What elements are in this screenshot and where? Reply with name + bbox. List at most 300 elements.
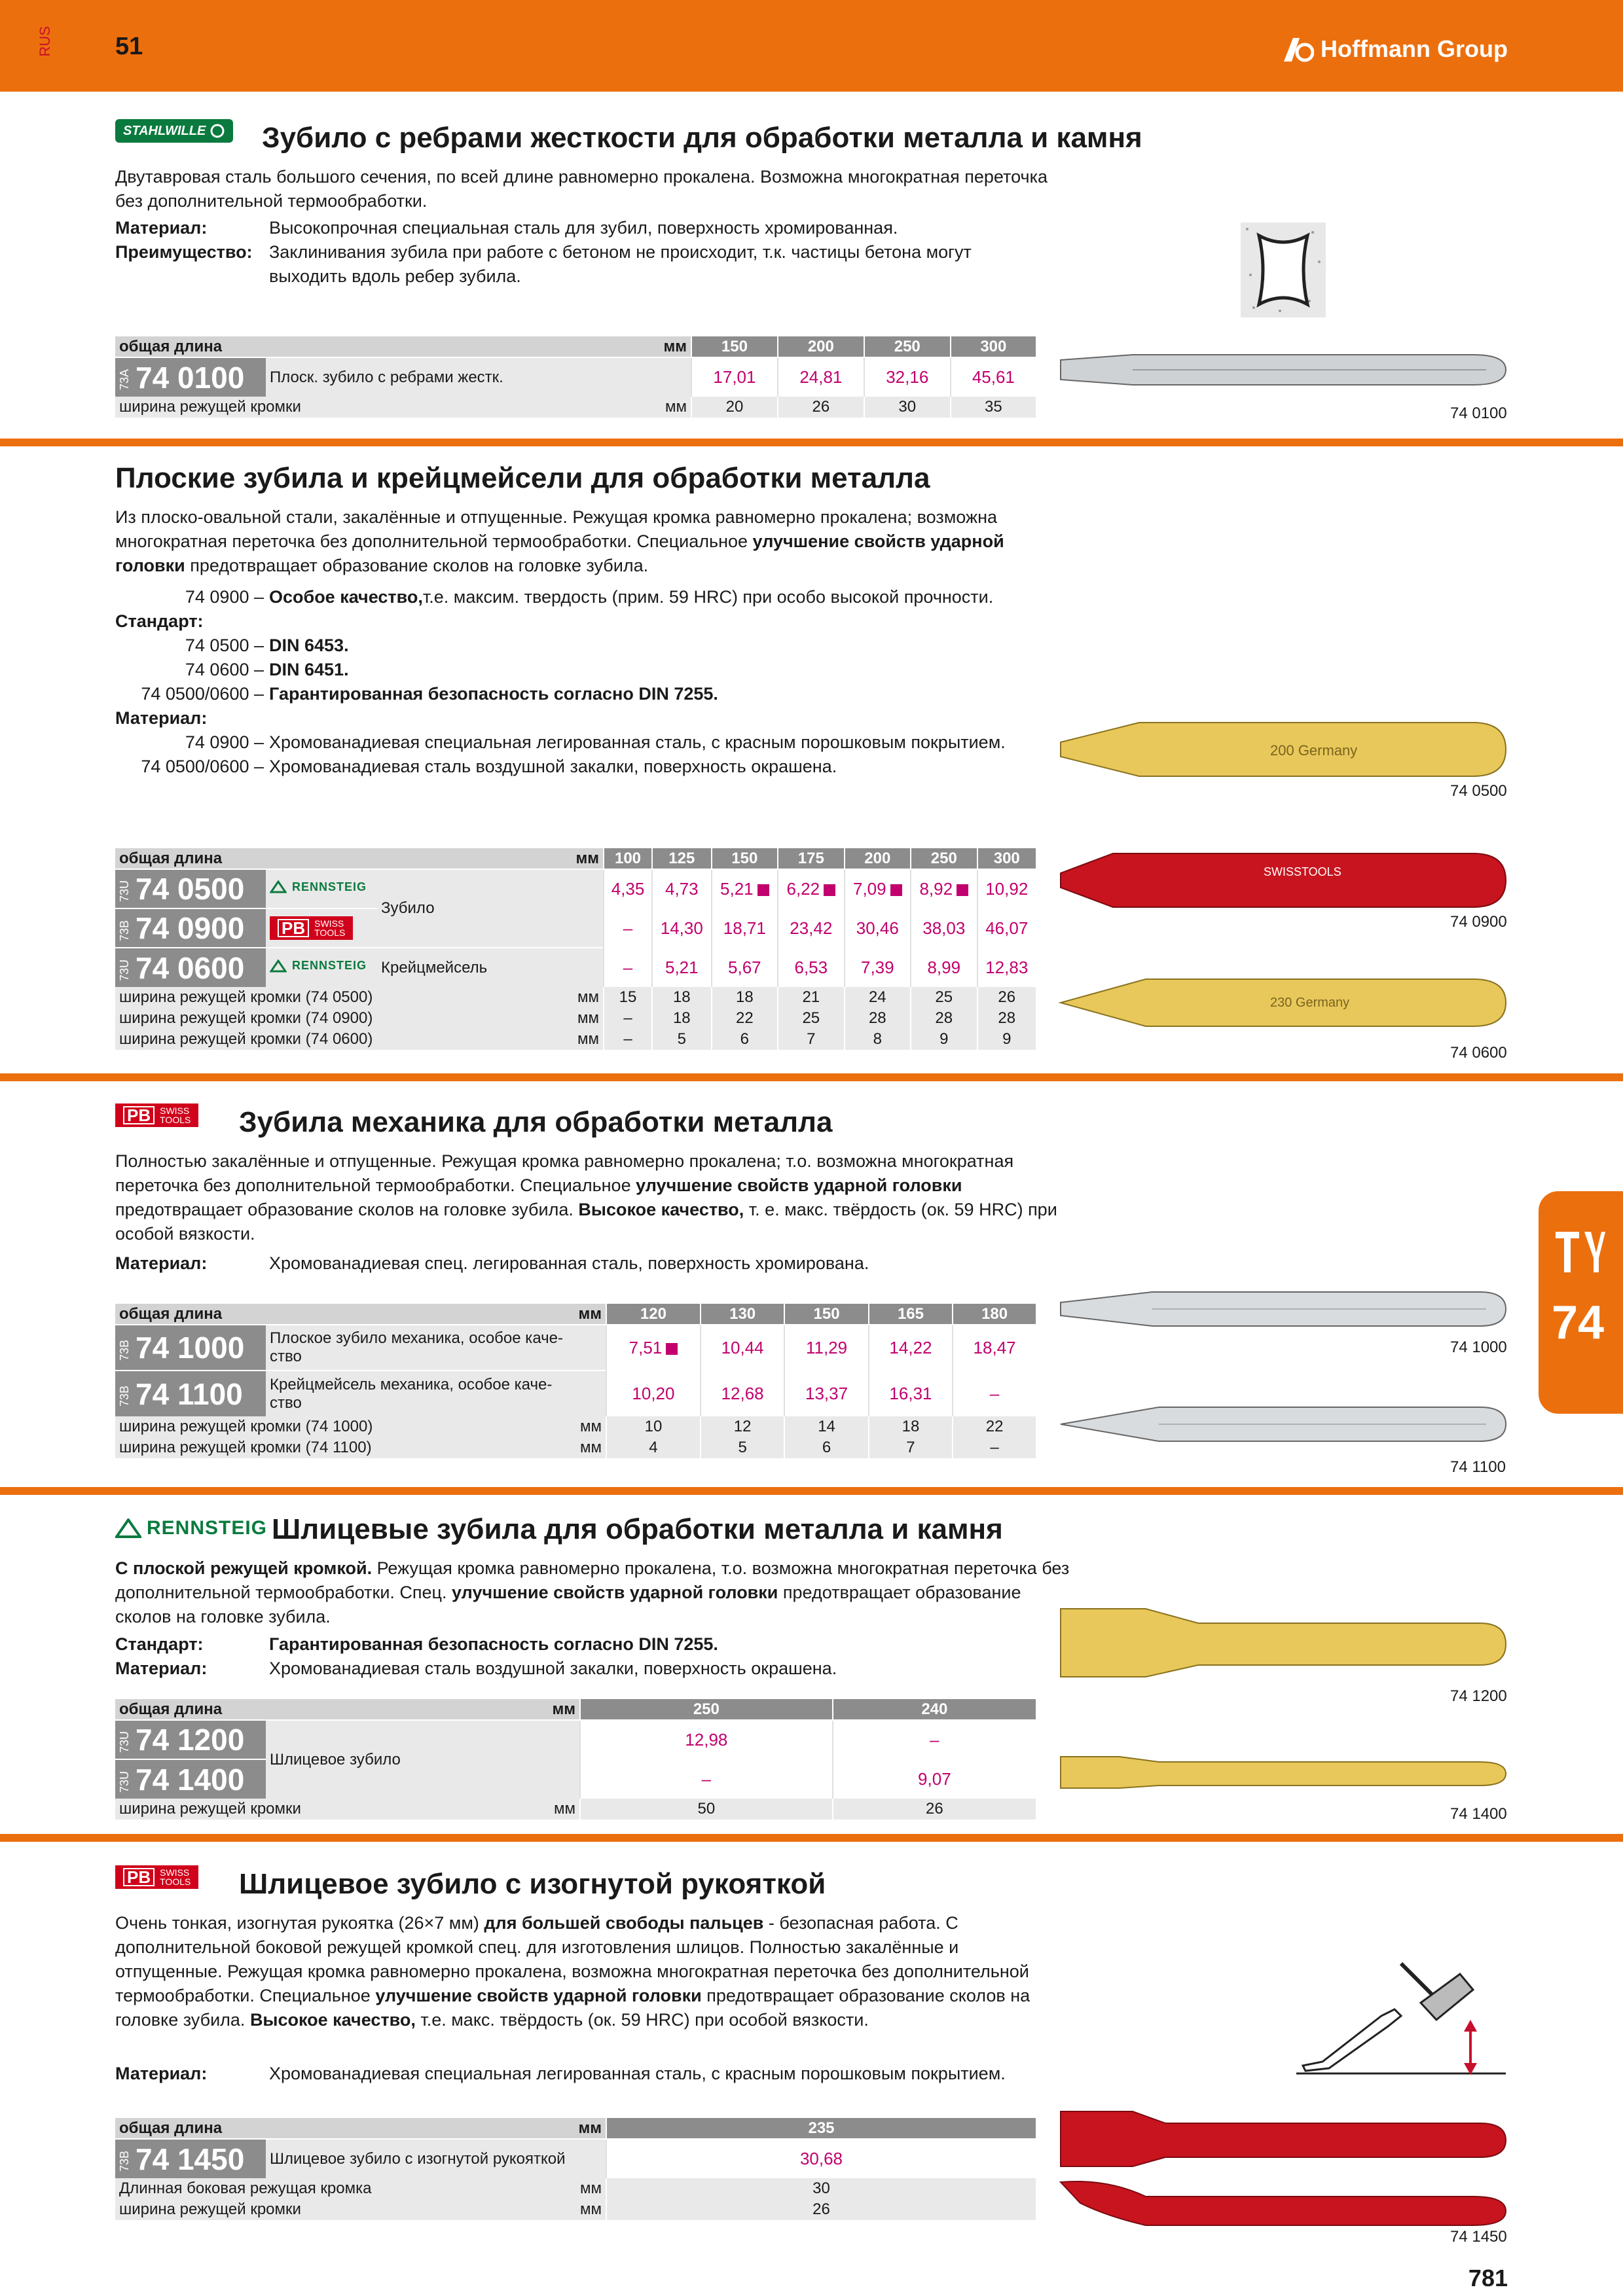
value-cell: 35	[951, 397, 1036, 418]
special-price-marker	[957, 884, 968, 896]
section-4-intro	[115, 1556, 1071, 1629]
material-text: Хромованадиевая сталь воздушной закалки, поверхность окрашена.	[269, 1659, 837, 1678]
rennsteig-logo	[270, 959, 367, 973]
value-cell: 26	[606, 2199, 1036, 2220]
description-line: ство	[270, 1393, 302, 1412]
article-code: 74 1000	[136, 1331, 245, 1365]
length-col: 150	[784, 1304, 868, 1325]
length-col: 130	[701, 1304, 784, 1325]
price-cell: 13,37	[784, 1371, 868, 1416]
chisel-74-0100-image	[1054, 340, 1512, 399]
table-row	[115, 1799, 1036, 1820]
description-line: Плоское зубило механика, особое каче-	[270, 1329, 563, 1347]
unit-mm: мм	[541, 848, 604, 869]
intro-bold: для большей свободы пальцев	[484, 1913, 764, 1933]
value-cell: 14	[784, 1416, 868, 1437]
description-line: ство	[270, 1348, 302, 1365]
chisel-stamp: SWISSTOOLS	[1264, 865, 1341, 878]
catalog-prefix: 73U	[118, 880, 131, 903]
pb-logo-bottom: TOOLS	[160, 1876, 191, 1887]
unit-mm: мм	[541, 2178, 606, 2199]
catalog-prefix: 73U	[118, 1731, 131, 1753]
brand-cell	[266, 869, 377, 908]
rennsteig-logo-icon	[270, 880, 287, 893]
article-number	[115, 1720, 266, 1759]
table-row	[115, 1720, 1036, 1759]
price-cell: 12,83	[977, 948, 1036, 987]
length-col: 200	[845, 848, 911, 869]
intro-bold: улучшение свойств ударной головки	[375, 1986, 702, 2005]
unit-mm: мм	[541, 2118, 606, 2139]
section-3-intro	[115, 1149, 1071, 1246]
wrench-icon	[210, 123, 225, 139]
table-row	[115, 2139, 1036, 2178]
spec-code: 74 0500/0600 –	[141, 757, 264, 776]
section-4-title: Шлицевые зубила для обработки металла и камня	[272, 1513, 1003, 1545]
unit-mm: мм	[574, 397, 691, 418]
standard-text: Гарантированная безопасность согласно DIN 7255.	[269, 1634, 718, 1654]
price-value: 7,51	[629, 1337, 663, 1357]
price-cell: 4,35	[604, 869, 652, 908]
value-cell: 9	[977, 1029, 1036, 1050]
value-cell: 8	[845, 1029, 911, 1050]
figure-ref: 74 1400	[1450, 1805, 1507, 1823]
row-label: ширина режущей кромки	[115, 2199, 541, 2220]
material-text: Высокопрочная специальная сталь для зубил, поверхность хромированная.	[269, 218, 898, 238]
article-number	[115, 1759, 266, 1799]
value-cell: 30	[606, 2178, 1036, 2199]
figure-ref: 74 0500	[1450, 782, 1507, 800]
value-cell: 7	[778, 1029, 844, 1050]
pb-logo-top: SWISS	[314, 918, 344, 929]
rennsteig-logo	[270, 880, 367, 894]
intro-text: Режущая кромка равномерно прокалена, т.о. возможна многократная переточка без дополнительной термообработки. Спец.	[115, 1558, 1070, 1602]
value-cell: 21	[778, 987, 844, 1008]
spec-bold: DIN 6451.	[269, 660, 349, 679]
special-price-marker	[824, 884, 835, 896]
article-code: 74 1400	[136, 1762, 245, 1797]
unit-mm: мм	[541, 1008, 604, 1029]
hammer-icon	[1401, 1964, 1473, 2020]
value-cell: 7	[869, 1437, 953, 1458]
value-cell: 26	[833, 1799, 1036, 1820]
price-cell: 12,98	[580, 1720, 833, 1759]
unit-mm: мм	[541, 1416, 606, 1437]
section-3-material	[115, 1251, 869, 1276]
hoffmann-logo	[1283, 34, 1508, 64]
length-col: 165	[869, 1304, 953, 1325]
material-label: Материал:	[115, 1253, 208, 1273]
value-cell: 18	[869, 1416, 953, 1437]
tools-chapter-icon	[1553, 1229, 1605, 1275]
value-cell: 28	[977, 1008, 1036, 1029]
price-cell: 32,16	[864, 357, 951, 397]
price-cell: 9,07	[833, 1759, 1036, 1799]
price-cell	[778, 869, 844, 908]
pb-logo-text	[160, 1868, 191, 1886]
section-5-material	[115, 2062, 1006, 2086]
product-description: Крейцмейсель	[377, 948, 541, 987]
total-length-label: общая длина	[115, 1304, 541, 1325]
figure-ref: 74 0600	[1450, 1044, 1507, 1062]
row-label: ширина режущей кромки (74 0500)	[115, 987, 541, 1008]
price-cell: –	[833, 1720, 1036, 1759]
rennsteig-logo-icon	[115, 1518, 141, 1538]
total-length-label: общая длина	[115, 2118, 541, 2139]
unit-mm: мм	[462, 1799, 580, 1820]
intro-text: т. е. макс. твёрдость (ок. 59 HRC) при особой вязкости.	[115, 1200, 1057, 1244]
length-col: 240	[833, 1699, 1036, 1720]
brand-name: Hoffmann Group	[1321, 35, 1508, 62]
price-cell: 23,42	[778, 908, 844, 948]
figure-ref: 74 0100	[1450, 404, 1507, 422]
standard-label: Стандарт:	[115, 1634, 204, 1654]
section-divider	[0, 1487, 1623, 1495]
value-cell: 6	[712, 1029, 778, 1050]
rennsteig-logo-text: RENNSTEIG	[147, 1517, 268, 1539]
price-cell: –	[580, 1759, 833, 1799]
table-row	[115, 397, 1036, 418]
value-cell: 15	[604, 987, 652, 1008]
section-divider	[0, 1073, 1623, 1081]
figure-ref: 74 1100	[1450, 1458, 1506, 1476]
value-cell: 22	[712, 1008, 778, 1029]
spec-code: 74 0600 –	[185, 660, 264, 679]
article-number	[115, 1371, 266, 1416]
chisel-74-1200-image	[1054, 1604, 1512, 1682]
table-row	[115, 1325, 1036, 1371]
intro-text: - безопасная работа. С дополнительной боковой режущей кромкой спец. для изготовления шлицов. Полностью закалённые и отпущенные. Режущая кромка равномерно прокалена, возможна многократная переточка без дополнительной термообработки. Специальное	[115, 1913, 1029, 2005]
spec-text: т.е. максим. твердость (прим. 59 HRC) при особо высокой прочности.	[422, 587, 994, 607]
price-cell: 14,22	[869, 1325, 953, 1371]
catalog-prefix: 73U	[118, 1770, 131, 1793]
table-row	[115, 948, 1036, 987]
rennsteig-logo-text: RENNSTEIG	[292, 880, 367, 893]
value-cell: –	[604, 1008, 652, 1029]
price-cell: 10,20	[606, 1371, 701, 1416]
brand-cell	[266, 908, 377, 948]
article-number	[115, 2139, 266, 2178]
pb-logo-top: SWISS	[160, 1105, 190, 1116]
section-1-specs	[115, 216, 1042, 289]
figure-ref: 74 0900	[1450, 913, 1507, 931]
intro-text: предотвращает образование сколов на головке зубила.	[115, 1583, 1021, 1626]
material-label: Материал:	[115, 708, 208, 728]
pb-logo-mark: PB	[123, 1868, 155, 1886]
article-number	[115, 948, 266, 987]
value-cell: 25	[778, 1008, 844, 1029]
spec-code: 74 0900 –	[185, 732, 264, 752]
page-number-right: 781	[1468, 2265, 1508, 2291]
article-number	[115, 357, 266, 397]
price-value: 8,92	[919, 878, 953, 899]
product-description: Плоск. зубило с ребрами жестк.	[266, 357, 691, 397]
chisel-stamp: 230 Germany	[1270, 996, 1350, 1010]
pb-swiss-tools-logo	[115, 1865, 198, 1889]
value-cell: 22	[953, 1416, 1036, 1437]
total-length-label: общая длина	[115, 1699, 462, 1720]
value-cell: 28	[845, 1008, 911, 1029]
usage-diagram	[1296, 1950, 1506, 2081]
row-label: ширина режущей кромки (74 0600)	[115, 1029, 541, 1050]
table-row	[115, 2178, 1036, 2199]
unit-mm: мм	[541, 1437, 606, 1458]
material-label: Материал:	[115, 2064, 208, 2083]
price-cell	[712, 869, 778, 908]
intro-text: Полностью закалённые и отпущенные. Режущая кромка равномерно прокалена; т.о. возможна многократная переточка без дополнительной термообработки. Специальное	[115, 1151, 1014, 1195]
article-code: 74 1200	[136, 1723, 245, 1757]
price-cell: 12,68	[701, 1371, 784, 1416]
price-cell: 4,73	[652, 869, 712, 908]
price-cell: 8,99	[911, 948, 977, 987]
price-cell: 11,29	[784, 1325, 868, 1371]
price-cell	[845, 869, 911, 908]
price-cell: 45,61	[951, 357, 1036, 397]
value-cell: 10	[606, 1416, 701, 1437]
catalog-prefix: 73A	[118, 369, 131, 391]
table-row	[115, 1416, 1036, 1437]
length-col: 120	[606, 1304, 701, 1325]
length-col: 100	[604, 848, 652, 869]
section-2-table	[115, 848, 1036, 1050]
price-value: 5,21	[720, 878, 754, 899]
unit-mm: мм	[462, 1699, 580, 1720]
article-number	[115, 908, 266, 948]
length-col: 300	[977, 848, 1036, 869]
section-1-intro: Двутавровая сталь большого сечения, по всей длине равномерно прокалена. Возможна многократная переточка без дополнительной термообработки.	[115, 167, 1048, 211]
page-number-left: 51	[115, 33, 143, 60]
chisel-74-0500-image	[1054, 713, 1512, 785]
description-line: Крейцмейсель механика, особое каче-	[270, 1375, 553, 1393]
language-code: RUS	[37, 26, 53, 57]
advantage-label: Преимущество:	[115, 242, 253, 262]
length-col: 235	[606, 2118, 1036, 2139]
value-cell: –	[604, 1029, 652, 1050]
pb-swiss-tools-logo	[270, 916, 353, 940]
row-label: Длинная боковая режущая кромка	[115, 2178, 541, 2199]
catalog-prefix: 73B	[118, 1386, 131, 1407]
pb-logo-text	[160, 1106, 191, 1124]
length-col: 180	[953, 1304, 1036, 1325]
figure-ref: 74 1450	[1450, 2228, 1507, 2246]
section-3-table	[115, 1304, 1036, 1458]
table-row	[115, 987, 1036, 1008]
hoffmann-logo-icon	[1283, 35, 1314, 63]
product-description: Шлицевое зубило с изогнутой рукояткой	[266, 2139, 606, 2178]
special-price-marker	[757, 884, 769, 896]
article-code: 74 1100	[136, 1376, 243, 1411]
row-label: ширина режущей кромки (74 0900)	[115, 1008, 541, 1029]
section-4-specs	[115, 1632, 837, 1681]
value-cell: 50	[580, 1799, 833, 1820]
section-divider	[0, 439, 1623, 446]
section-5-intro	[115, 1911, 1058, 2032]
value-cell: 24	[845, 987, 911, 1008]
catalog-prefix: 73U	[118, 959, 131, 981]
section-5-title: Шлицевое зубило с изогнутой рукояткой	[239, 1868, 826, 1900]
table-row	[115, 1371, 1036, 1416]
price-cell: –	[953, 1371, 1036, 1416]
material-label: Материал:	[115, 218, 208, 238]
price-cell: 5,21	[652, 948, 712, 987]
section-1-table	[115, 336, 1036, 418]
price-cell: 16,31	[869, 1371, 953, 1416]
pb-logo-bottom: TOOLS	[160, 1115, 191, 1125]
cross-section-image	[1241, 223, 1326, 317]
article-code: 74 0500	[136, 872, 245, 906]
value-cell: 18	[652, 987, 712, 1008]
price-cell: 10,44	[701, 1325, 784, 1371]
pb-logo-text	[314, 919, 345, 937]
intro-text: предотвращает образование сколов на головке зубила.	[115, 1986, 1030, 2030]
length-col: 125	[652, 848, 712, 869]
material-label: Материал:	[115, 1659, 208, 1678]
table-row	[115, 1008, 1036, 1029]
spec-bold: DIN 6453.	[269, 636, 349, 655]
price-cell: –	[604, 948, 652, 987]
rennsteig-logo-icon	[270, 960, 287, 973]
value-cell: 6	[784, 1437, 868, 1458]
pb-logo-mark: PB	[123, 1106, 155, 1124]
value-cell: 18	[712, 987, 778, 1008]
pb-logo-top: SWISS	[160, 1867, 190, 1878]
value-cell: 30	[864, 397, 951, 418]
price-cell	[606, 1325, 701, 1371]
unit-mm: мм	[541, 1304, 606, 1325]
row-label: ширина режущей кромки	[115, 397, 574, 418]
figure-ref: 74 1200	[1450, 1687, 1507, 1705]
article-code: 74 0600	[136, 950, 245, 985]
price-cell: 14,30	[652, 908, 712, 948]
intro-text: предотвращает образование сколов на головке зубила.	[115, 1200, 579, 1219]
length-col: 250	[580, 1699, 833, 1720]
intro-bold: улучшение свойств ударной головки	[636, 1175, 962, 1195]
spec-code: 74 0500 –	[185, 636, 264, 655]
chisel-74-1450-image	[1054, 2105, 1512, 2236]
value-cell: 20	[691, 397, 778, 418]
value-cell: 12	[701, 1416, 784, 1437]
value-cell: 4	[606, 1437, 701, 1458]
section-4-table	[115, 1699, 1036, 1820]
product-description	[266, 1325, 606, 1371]
value-cell: 26	[977, 987, 1036, 1008]
product-description: Шлицевое зубило	[266, 1720, 580, 1799]
row-label: ширина режущей кромки	[115, 1799, 462, 1820]
intro-bold: улучшение свойств ударной головки	[115, 531, 1004, 575]
section-divider	[0, 1834, 1623, 1842]
total-length-label: общая длина	[115, 848, 541, 869]
value-cell: 18	[652, 1008, 712, 1029]
chisel-74-1400-image	[1054, 1748, 1512, 1793]
section-2-title: Плоские зубила и крейцмейсели для обработки металла	[115, 462, 930, 494]
material-text: Хромованадиевая спец. легированная сталь, поверхность хромирована.	[269, 1253, 869, 1273]
figure-ref: 74 1000	[1450, 1338, 1507, 1356]
value-cell: 5	[652, 1029, 712, 1050]
section-1-title: Зубило с ребрами жесткости для обработки металла и камня	[262, 122, 1142, 154]
product-description	[266, 1371, 606, 1416]
table-row	[115, 2199, 1036, 2220]
length-col: 300	[951, 336, 1036, 357]
value-cell: 9	[911, 1029, 977, 1050]
catalog-prefix: 73B	[118, 1339, 131, 1361]
price-cell: 30,68	[606, 2139, 1036, 2178]
length-col: 175	[778, 848, 844, 869]
spec-bold: Гарантированная безопасность согласно DIN 7255.	[269, 684, 718, 704]
length-col: 200	[778, 336, 864, 357]
special-price-marker	[666, 1343, 678, 1355]
value-cell: –	[953, 1437, 1036, 1458]
intro-text: предотвращает образование сколов на головке зубила.	[185, 556, 649, 575]
spec-bold: Особое качество,	[269, 587, 423, 607]
value-cell: 28	[911, 1008, 977, 1029]
rennsteig-logo-text: RENNSTEIG	[292, 959, 367, 972]
price-cell: 30,46	[845, 908, 911, 948]
intro-text: т.е. макс. твёрдость (ок. 59 HRC) при особой вязкости.	[415, 2010, 869, 2030]
rennsteig-logo	[115, 1517, 267, 1541]
price-cell: –	[604, 908, 652, 948]
table-row	[115, 869, 1036, 908]
length-col: 150	[691, 336, 778, 357]
total-length-label: общая длина	[115, 336, 574, 357]
price-cell: 6,53	[778, 948, 844, 987]
brand-cell	[266, 948, 377, 987]
price-cell: 10,92	[977, 869, 1036, 908]
row-label: ширина режущей кромки (74 1100)	[115, 1437, 541, 1458]
material-text: Хромованадиевая специальная легированная сталь, с красным порошковым покрытием.	[269, 2064, 1006, 2083]
pb-swiss-tools-logo	[115, 1103, 198, 1127]
article-code: 74 0900	[136, 911, 245, 945]
price-cell: 17,01	[691, 357, 778, 397]
pb-logo-bottom: TOOLS	[314, 927, 346, 938]
unit-mm: мм	[541, 2199, 606, 2220]
table-row	[115, 1437, 1036, 1458]
chisel-74-0600-image	[1054, 970, 1512, 1035]
spec-text: Хромованадиевая сталь воздушной закалки, поверхность окрашена.	[269, 757, 837, 776]
intro-bold: улучшение свойств ударной головки	[452, 1583, 778, 1602]
chisel-74-1000-image	[1054, 1283, 1512, 1335]
price-cell: 18,71	[712, 908, 778, 948]
price-cell: 38,03	[911, 908, 977, 948]
article-code: 74 1450	[136, 2142, 245, 2176]
price-cell: 5,67	[712, 948, 778, 987]
intro-text: Из плоско-овальной стали, закалённые и отпущенные. Режущая кромка равномерно прокалена; возможна многократная переточка без дополнительной термообработки. Специальное	[115, 507, 998, 551]
price-cell: 46,07	[977, 908, 1036, 948]
section-2-specs	[115, 585, 1006, 779]
value-cell: 26	[778, 397, 864, 418]
advantage-text: Заклинивания зубила при работе с бетоном не происходит, т.к. частицы бетона могут выходить вдоль ребер зубила.	[269, 242, 972, 286]
section-5-table	[115, 2118, 1036, 2220]
value-cell: 5	[701, 1437, 784, 1458]
stahlwille-logo	[115, 119, 233, 143]
product-description: Зубило	[377, 869, 541, 948]
intro-text: Очень тонкая, изогнутая рукоятка (26×7 мм)	[115, 1913, 484, 1933]
unit-mm: мм	[541, 1029, 604, 1050]
unit-cell	[541, 869, 604, 948]
length-col: 150	[712, 848, 778, 869]
price-cell: 24,81	[778, 357, 864, 397]
length-col: 250	[911, 848, 977, 869]
special-price-marker	[890, 884, 902, 896]
article-number	[115, 1325, 266, 1371]
catalog-prefix: 73B	[118, 920, 131, 941]
unit-cell	[541, 948, 604, 987]
chapter-number: 74	[1552, 1297, 1605, 1349]
article-number	[115, 869, 266, 908]
chisel-stamp: 200 Germany	[1270, 742, 1358, 759]
stahlwille-logo-text: STAHLWILLE	[123, 123, 206, 138]
price-cell	[911, 869, 977, 908]
chisel-74-0900-image	[1054, 844, 1512, 916]
